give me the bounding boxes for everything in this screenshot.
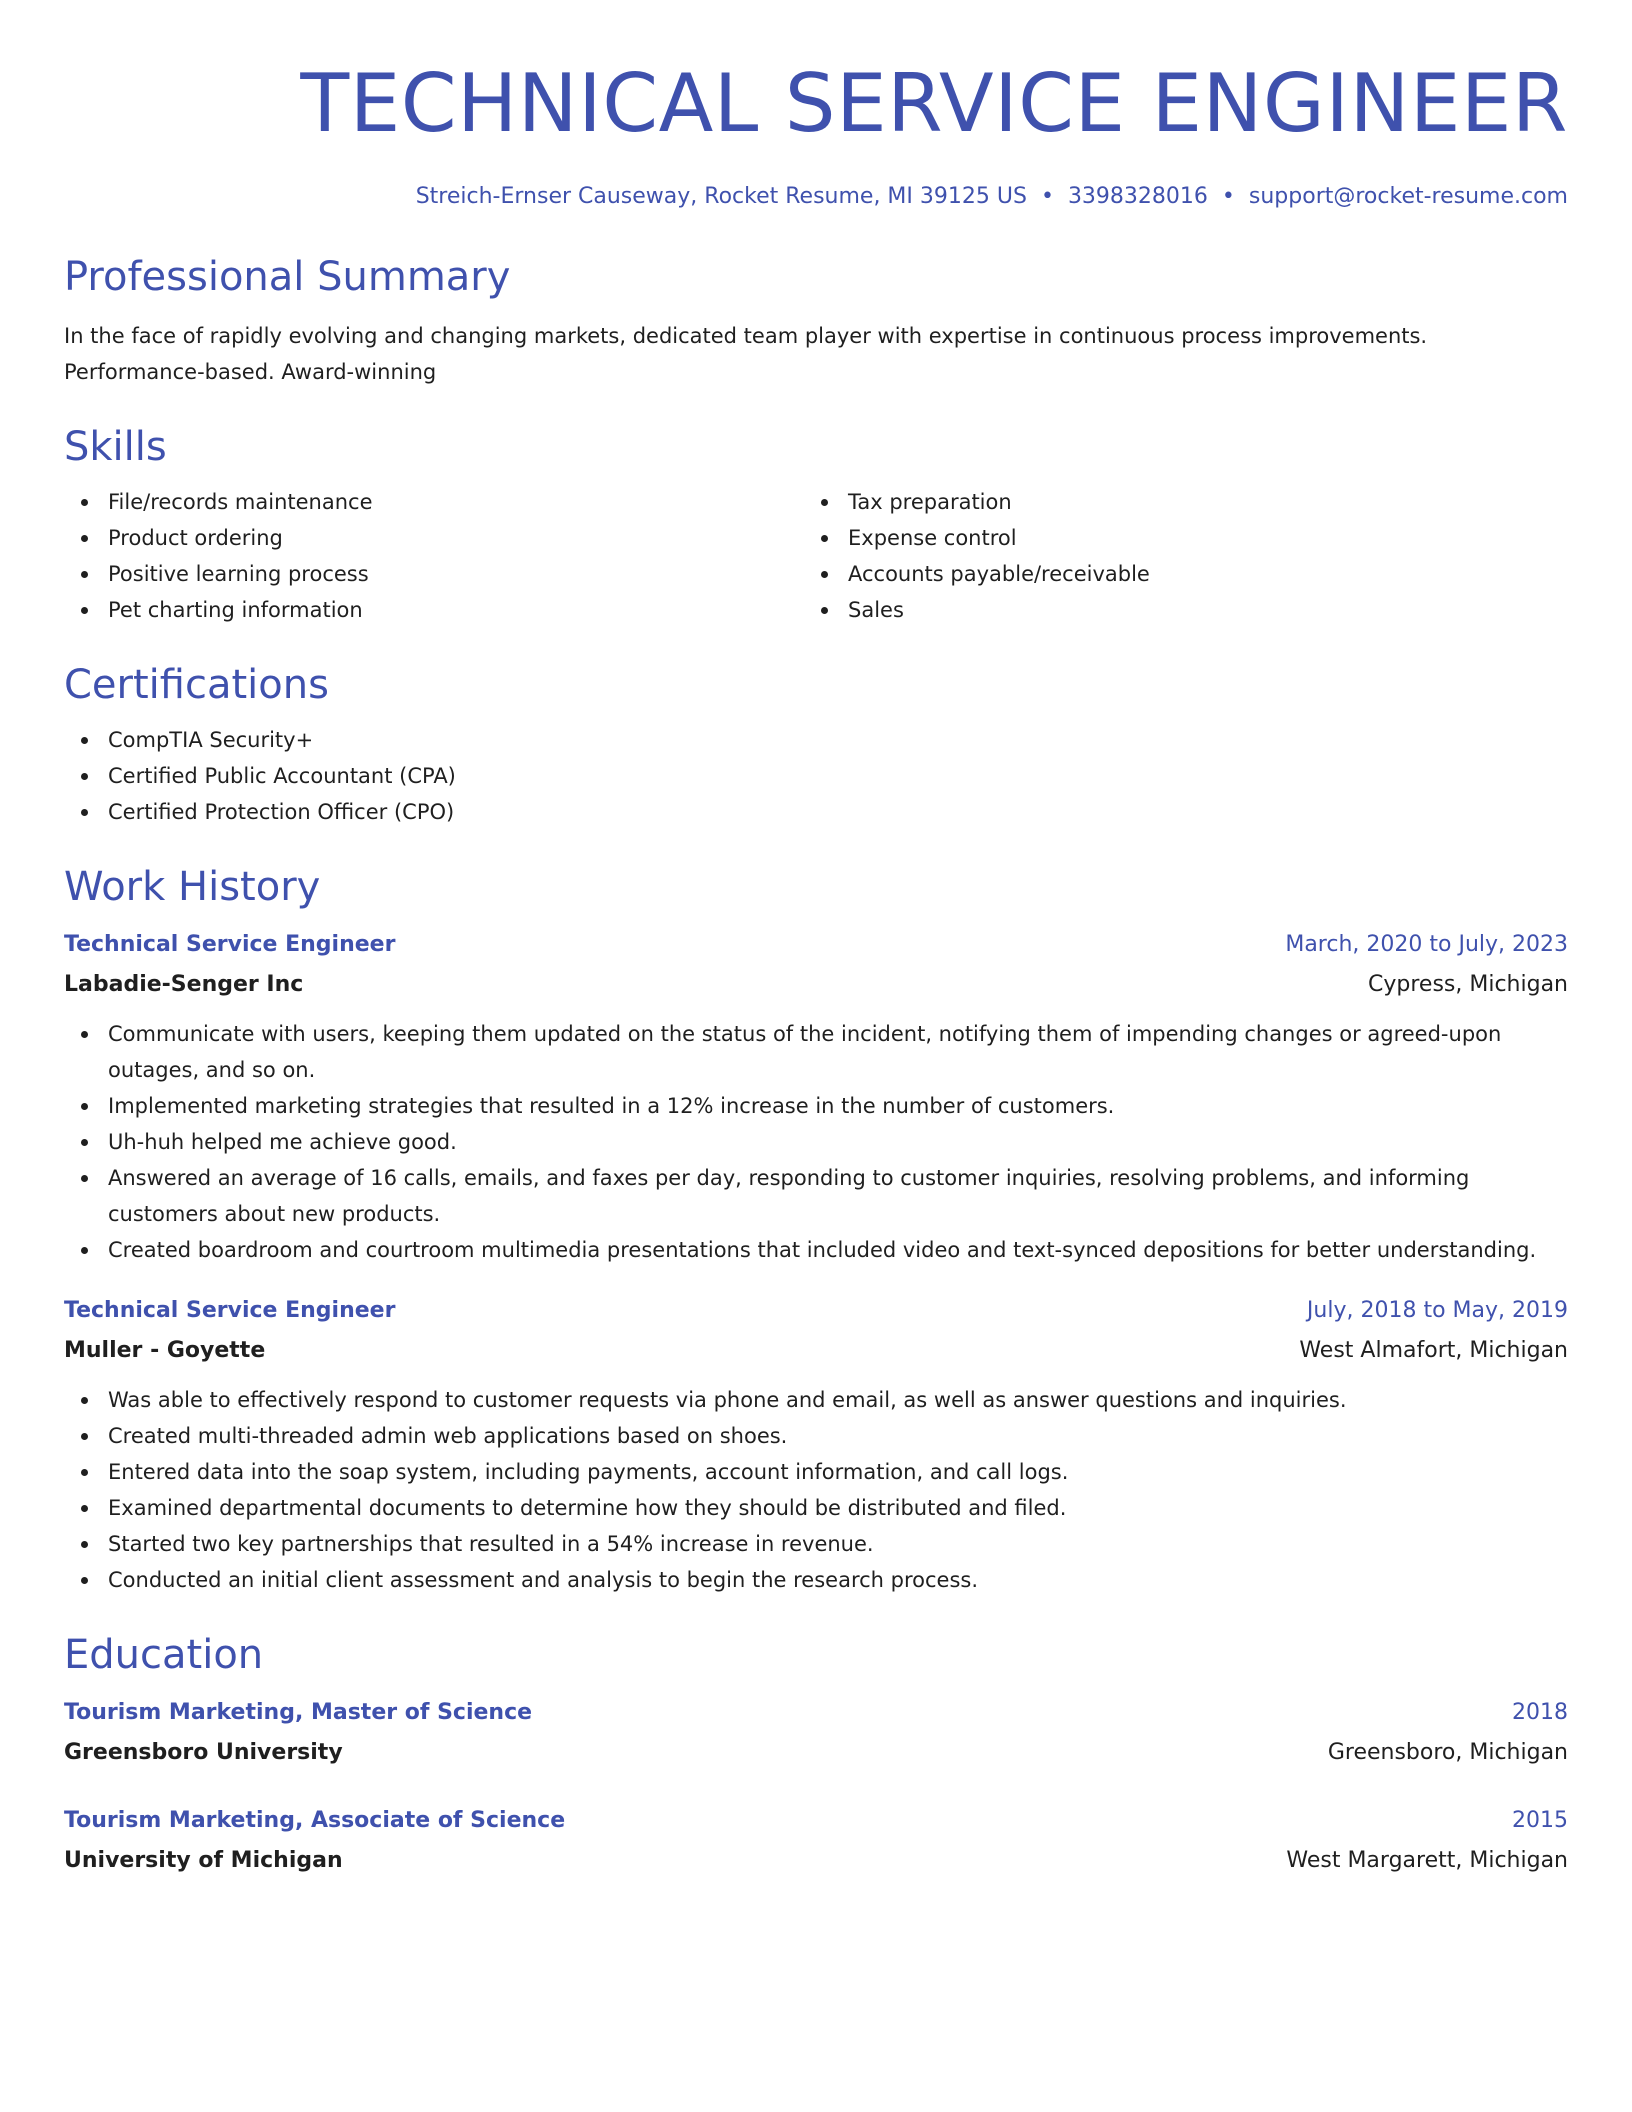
work-entry xyxy=(64,1296,1568,1598)
work-entry-subheader xyxy=(64,970,1568,1000)
work-entry-subheader xyxy=(64,1336,1568,1366)
skill-item: Accounts payable/receivable xyxy=(804,556,1544,592)
education-entry-subheader xyxy=(64,1846,1568,1876)
skills-list-left xyxy=(64,484,804,628)
section-title-certifications: Certifications xyxy=(64,662,329,708)
skill-item: Pet charting information xyxy=(64,592,804,628)
school-location: West Margarett, Michigan xyxy=(1286,1848,1568,1873)
skill-item: Tax preparation xyxy=(804,484,1544,520)
job-bullet: Communicate with users, keeping them updated on the status of the incident, notifying them of impending changes or agreed-upon outages, and so on. xyxy=(64,1016,1568,1088)
job-bullet: Started two key partnerships that resulted in a 54% increase in revenue. xyxy=(64,1526,1568,1562)
candidate-title: TECHNICAL SERVICE ENGINEER xyxy=(300,57,1568,150)
section-title-summary: Professional Summary xyxy=(64,254,511,300)
contact-phone[interactable]: 3398328016 xyxy=(1067,184,1208,209)
skill-item: Sales xyxy=(804,592,1544,628)
certification-item: CompTIA Security+ xyxy=(64,722,1568,758)
skill-item: Product ordering xyxy=(64,520,804,556)
degree-name: Tourism Marketing, Master of Science xyxy=(64,1700,533,1725)
skill-item: File/records maintenance xyxy=(64,484,804,520)
work-entry xyxy=(64,930,1568,1268)
contact-email[interactable]: support@rocket-resume.com xyxy=(1248,184,1568,209)
section-title-education: Education xyxy=(64,1632,264,1678)
job-title: Technical Service Engineer xyxy=(64,1298,396,1323)
degree-name: Tourism Marketing, Associate of Science xyxy=(64,1808,566,1833)
school-name: Greensboro University xyxy=(64,1740,343,1765)
school-location: Greensboro, Michigan xyxy=(1327,1740,1568,1765)
job-bullet: Uh-huh helped me achieve good. xyxy=(64,1124,1568,1160)
job-bullet: Was able to effectively respond to customer requests via phone and email, as well as answer questions and inquiries. xyxy=(64,1382,1568,1418)
education-entry-header xyxy=(64,1806,1568,1836)
section-title-work-history: Work History xyxy=(64,864,321,910)
job-title: Technical Service Engineer xyxy=(64,932,396,957)
contact-separator: • xyxy=(1221,184,1235,209)
job-dates: July, 2018 to May, 2019 xyxy=(1306,1298,1568,1323)
job-bullet: Created boardroom and courtroom multimedia presentations that included video and text-synced depositions for better understanding. xyxy=(64,1232,1568,1268)
certification-item: Certified Public Accountant (CPA) xyxy=(64,758,1568,794)
section-title-skills: Skills xyxy=(64,424,167,470)
education-entry xyxy=(64,1698,1568,1768)
school-name: University of Michigan xyxy=(64,1848,343,1873)
skill-item: Expense control xyxy=(804,520,1544,556)
certification-item: Certified Protection Officer (CPO) xyxy=(64,794,1568,830)
job-location: West Almafort, Michigan xyxy=(1299,1338,1568,1363)
work-entry-header xyxy=(64,930,1568,960)
skill-item: Positive learning process xyxy=(64,556,804,592)
job-bullet: Implemented marketing strategies that resulted in a 12% increase in the number of customers. xyxy=(64,1088,1568,1124)
job-bullet: Answered an average of 16 calls, emails, and faxes per day, responding to customer inquiries, resolving problems, and informing customers about new products. xyxy=(64,1160,1568,1232)
company-name: Labadie-Senger Inc xyxy=(64,972,304,997)
job-bullets xyxy=(64,1016,1568,1268)
education-entry xyxy=(64,1806,1568,1876)
skills-columns xyxy=(64,484,1568,628)
job-bullet: Conducted an initial client assessment and analysis to begin the research process. xyxy=(64,1562,1568,1598)
summary-text: In the face of rapidly evolving and changing markets, dedicated team player with expertise in continuous process improvements. Performance-based. Award-winning xyxy=(64,324,1428,384)
education-entry-header xyxy=(64,1698,1568,1728)
job-bullet: Examined departmental documents to determine how they should be distributed and filed. xyxy=(64,1490,1568,1526)
graduation-year: 2015 xyxy=(1512,1808,1568,1833)
job-dates: March, 2020 to July, 2023 xyxy=(1285,932,1568,957)
graduation-year: 2018 xyxy=(1512,1700,1568,1725)
job-bullet: Entered data into the soap system, including payments, account information, and call logs. xyxy=(64,1454,1568,1490)
skills-list-right xyxy=(804,484,1544,628)
company-name: Muller - Goyette xyxy=(64,1338,266,1363)
work-entry-header xyxy=(64,1296,1568,1326)
contact-separator: • xyxy=(1040,184,1054,209)
contact-line xyxy=(64,182,1568,212)
job-location: Cypress, Michigan xyxy=(1368,972,1568,997)
job-bullets xyxy=(64,1382,1568,1598)
education-entry-subheader xyxy=(64,1738,1568,1768)
job-bullet: Created multi-threaded admin web applications based on shoes. xyxy=(64,1418,1568,1454)
contact-address: Streich-Ernser Causeway, Rocket Resume, MI 39125 US xyxy=(415,184,1027,209)
certifications-list xyxy=(64,722,1568,830)
